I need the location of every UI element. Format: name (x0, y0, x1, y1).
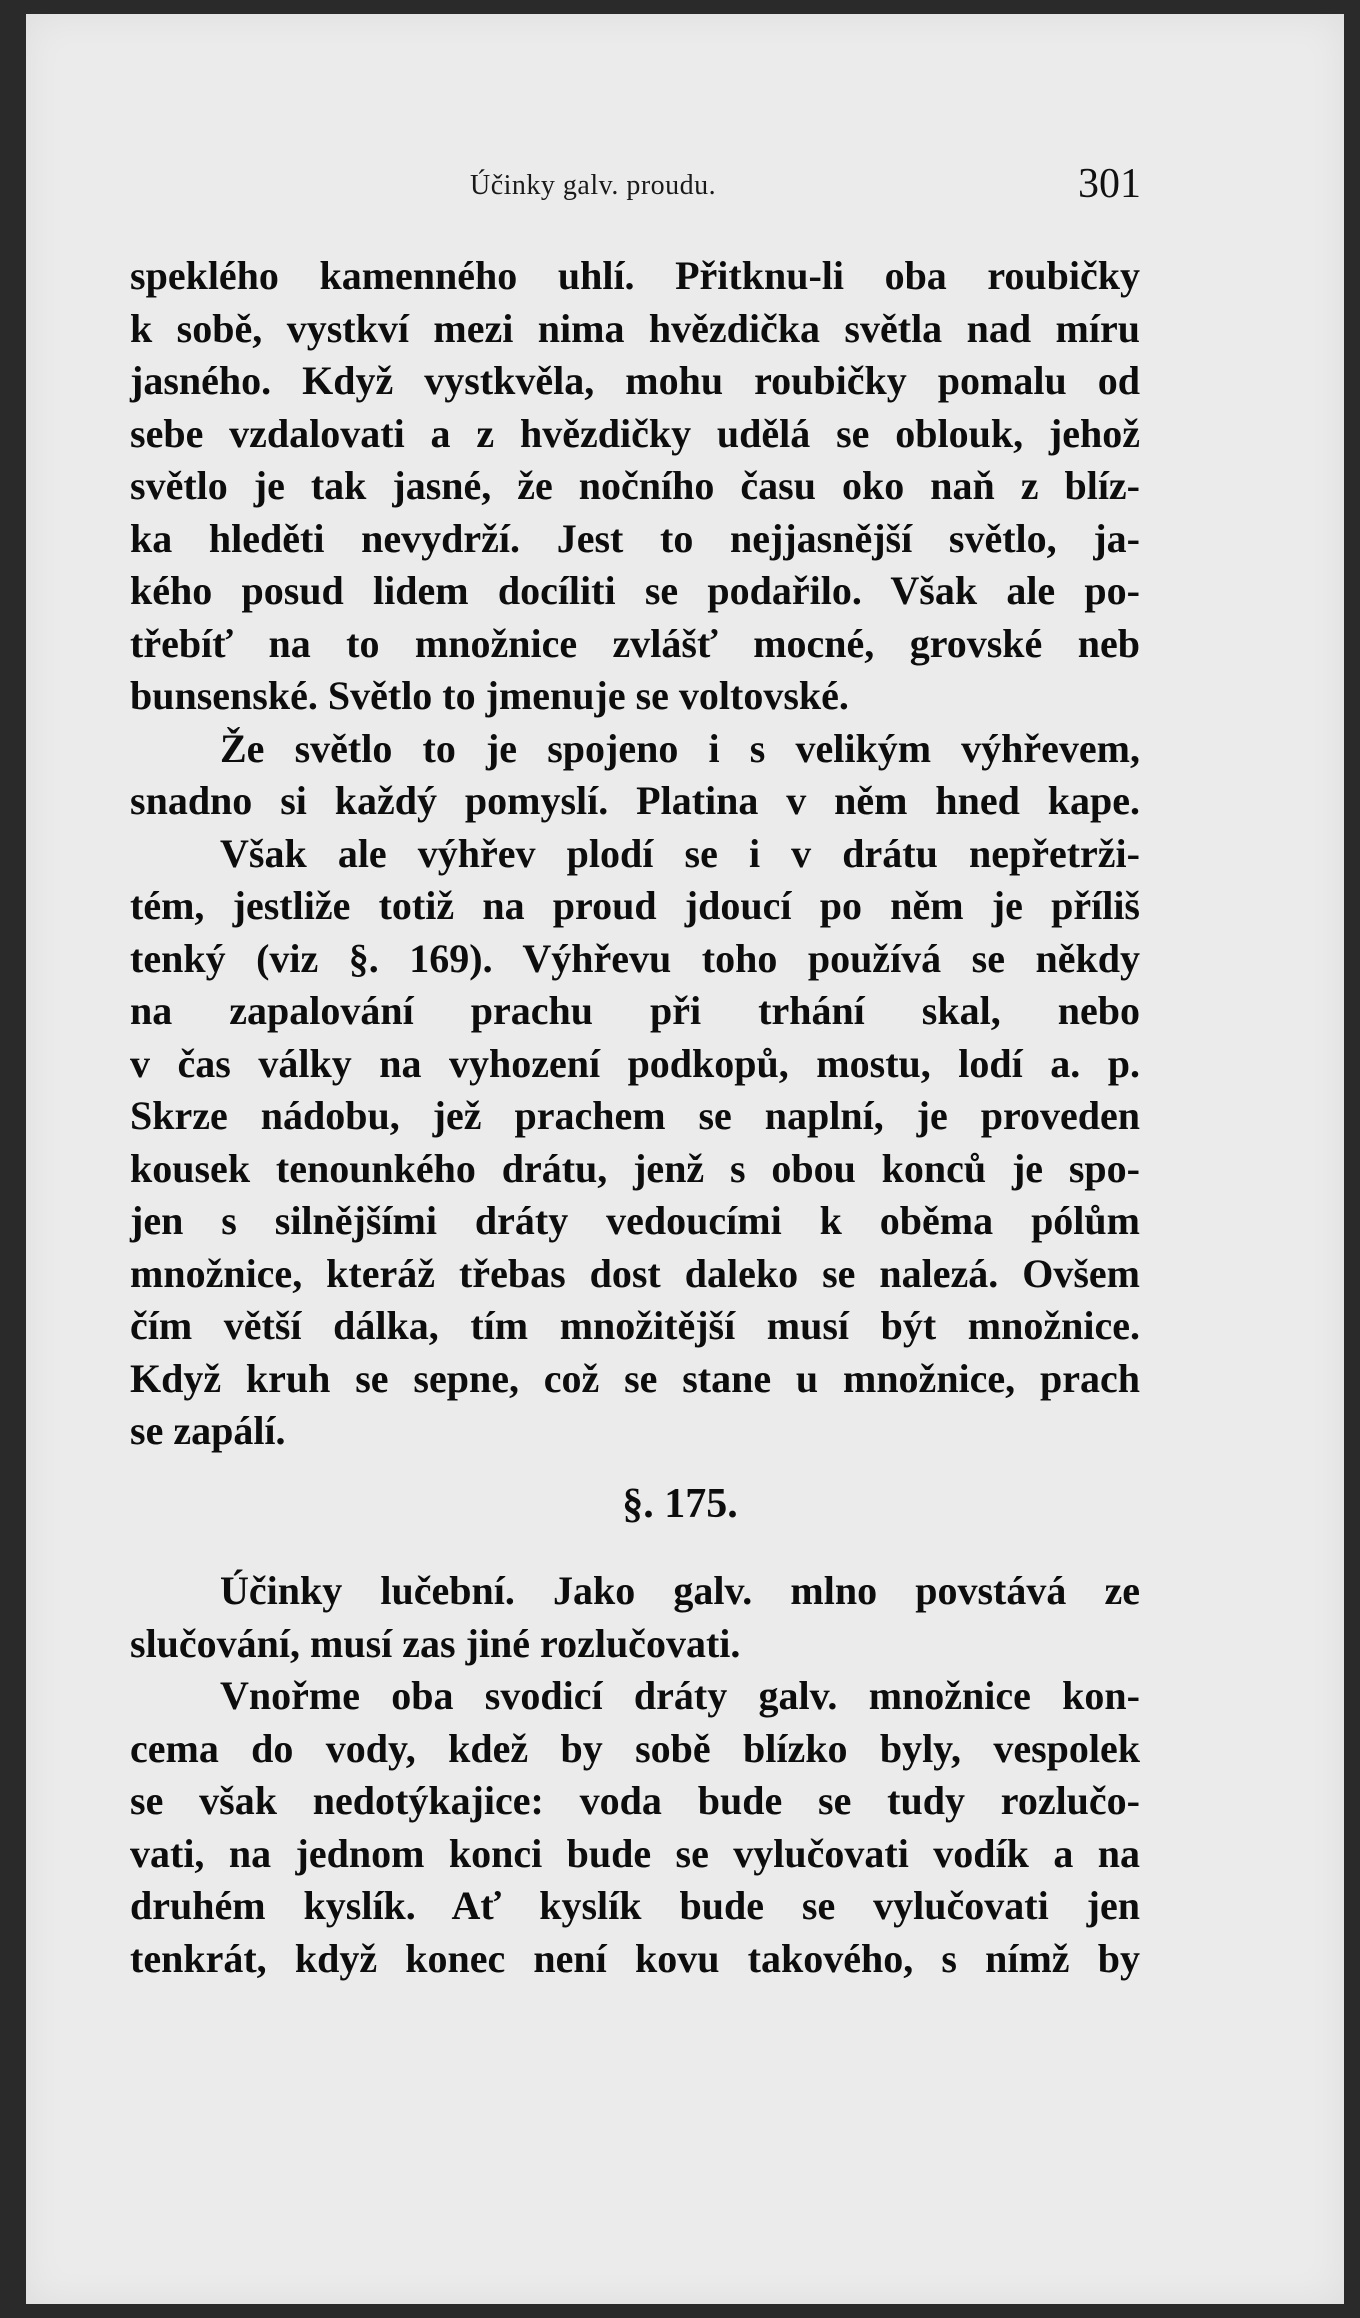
text-line: jen s silnějšími dráty vedoucími k oběma pólům (130, 1198, 1140, 1243)
text-line: Že světlo to je spojeno i s velikým výhřevem, (220, 725, 1140, 771)
text-line: tém, jestliže totiž na proud jdoucí po něm je příliš (130, 883, 1140, 928)
text-line: jasného. Když vystkvěla, mohu roubičky pomalu od (130, 358, 1140, 403)
body-text-lower (130, 1565, 1140, 1985)
text-line: kousek tenounkého drátu, jenž s obou konců je spo- (130, 1145, 1140, 1191)
text-line: sebe vzdalovati a z hvězdičky udělá se oblouk, jehož (130, 410, 1140, 456)
text-line: Když kruh se sepne, což se stane u množnice, prach (130, 1355, 1140, 1401)
running-title: Účinky galv. proudu. (470, 170, 717, 201)
text-line: snadno si každý pomyslí. Platina v něm hned kape. (130, 778, 1140, 823)
section-number: §. 175. (622, 1481, 738, 1527)
text-line: čím větší dálka, tím množitější musí být množnice. (130, 1303, 1140, 1348)
text-line: bunsenské. Světlo to jmenuje se voltovské. (130, 673, 849, 718)
text-line: světlo je tak jasné, že nočního času oko naň z blíz- (130, 463, 1140, 508)
text-line: k sobě, vystkví mezi nima hvězdička světla nad míru (130, 305, 1140, 351)
text-line: Vnořme oba svodicí dráty galv. množnice kon- (220, 1673, 1140, 1718)
text-line: ka hleděti nevydrží. Jest to nejjasnější světlo, ja- (130, 515, 1140, 561)
body-text-upper (130, 250, 1140, 1458)
text-line: Skrze nádobu, jež prachem se naplní, je proveden (130, 1093, 1140, 1138)
text-line: tenkrát, když konec není kovu takového, s nímž by (130, 1935, 1140, 1981)
text-line: se zapálí. (130, 1408, 286, 1453)
text-line: kého posud lidem docíliti se podařilo. Však ale po- (130, 568, 1140, 613)
text-line: Účinky lučební. Jako galv. mlno povstává ze (220, 1568, 1140, 1613)
text-line: Však ale výhřev plodí se i v drátu nepřetrži- (220, 830, 1140, 876)
text-line: tenký (viz §. 169). Výhřevu toho používá se někdy (130, 935, 1140, 981)
text-line: třebíť na to množnice zvlášť mocné, grovské neb (130, 620, 1140, 666)
text-line: druhém kyslík. Ať kyslík bude se vylučovati jen (130, 1883, 1140, 1928)
text-line: množnice, kteráž třebas dost daleko se nalezá. Ovšem (130, 1250, 1140, 1296)
text-line: vati, na jednom konci bude se vylučovati vodík a na (130, 1830, 1140, 1876)
text-line: se však nedotýkajice: voda bude se tudy rozlučo- (130, 1778, 1140, 1823)
text-line: na zapalování prachu při trhání skal, nebo (130, 988, 1140, 1033)
text-line: slučování, musí zas jiné rozlučovati. (130, 1620, 741, 1666)
text-line: cema do vody, kdež by sobě blízko byly, vespolek (130, 1725, 1140, 1771)
text-line: speklého kamenného uhlí. Přitknu-li oba roubičky (130, 253, 1140, 298)
page-number: 301 (1078, 161, 1141, 207)
text-line: v čas války na vyhození podkopů, mostu, lodí a. p. (130, 1040, 1140, 1086)
